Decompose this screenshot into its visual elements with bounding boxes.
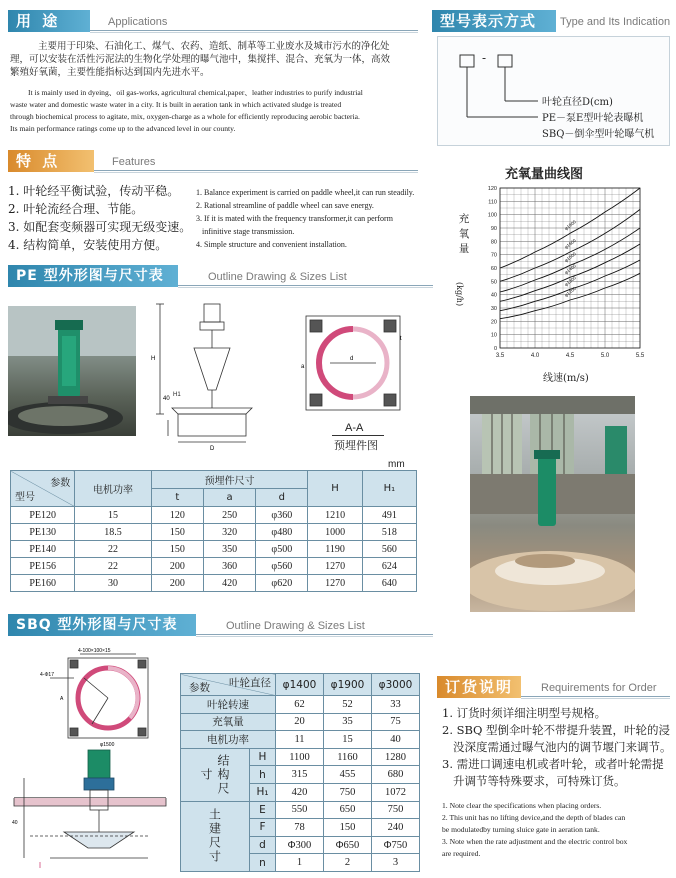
y-tick-label: 0 (493, 346, 497, 352)
table-cell: 1072 (372, 783, 420, 801)
table-cell: 250 (203, 507, 255, 524)
row-key: d (250, 836, 276, 854)
table-cell: 120 (151, 507, 203, 524)
pe-col-power: 电机功率 (75, 471, 151, 507)
pe-drawing-label-H1: H1 (173, 392, 181, 398)
pe-title-zh: PE 型外形图与尺寸表 (8, 265, 178, 287)
table-cell: 22 (75, 541, 151, 558)
row-key: H (250, 748, 276, 766)
y-tick-label: 30 (490, 306, 497, 312)
pe-col-H: H (308, 471, 362, 507)
sbq-row-speed: 叶轮转速 62 52 33 (181, 696, 420, 714)
table-cell: 78 (276, 819, 324, 837)
table-cell: 15 (75, 507, 151, 524)
model-title-zh: 型号表示方式 (432, 10, 556, 32)
row-key: F (250, 819, 276, 837)
table-cell: 420 (203, 575, 255, 592)
sbq-title-en: Outline Drawing & Sizes List (226, 620, 365, 632)
x-tick-label: 4.0 (530, 353, 540, 359)
sbq-side-drawing (10, 748, 170, 870)
pe-dim-H: H (151, 356, 156, 362)
pe-photo-art (8, 306, 136, 436)
table-cell: Φ300 (276, 836, 324, 854)
row-key: n (250, 854, 276, 872)
pe-dim-40: 40 (163, 396, 170, 402)
table-cell: 150 (151, 541, 203, 558)
table-cell: 750 (324, 783, 372, 801)
x-tick-label: 5.5 (635, 353, 645, 359)
table-row (11, 558, 417, 575)
pe-sec-t: t (400, 336, 402, 342)
chart-title: 充氧量曲线图 (505, 167, 584, 182)
y-tick-label: 20 (490, 319, 497, 326)
table-cell: 360 (203, 558, 255, 575)
pe-section-line (332, 435, 384, 436)
y-tick-label: 40 (490, 292, 497, 299)
pe-sec-a: a (301, 364, 305, 370)
table-cell: 1190 (308, 541, 362, 558)
table-row (181, 748, 420, 766)
sbq-diam-3000: φ3000 (372, 674, 420, 696)
installation-photo (470, 396, 635, 612)
installation-photo-art (470, 396, 635, 612)
row-key: E (250, 801, 276, 819)
table-cell: φ560 (256, 558, 308, 575)
sbq-row-power: 电机功率 11 15 40 (181, 731, 420, 749)
order-title-en: Requirements for Order (541, 682, 657, 694)
table-row (11, 524, 417, 541)
y-tick-label: 10 (490, 332, 497, 339)
x-tick-label: 3.5 (495, 353, 505, 359)
pe-header (8, 265, 433, 287)
sbq-side-label-40: 40 (12, 820, 18, 826)
pe-col-d: d (256, 489, 308, 507)
pe-dim-D: D (210, 446, 215, 452)
table-cell: PE140 (11, 541, 75, 558)
table-cell: 1270 (308, 575, 362, 592)
oxygen-chart (470, 180, 650, 390)
table-cell: PE130 (11, 524, 75, 541)
pe-col-H1: H₁ (362, 471, 416, 507)
model-box (437, 36, 670, 146)
table-cell: 750 (372, 801, 420, 819)
series-label-1: φ1600 (563, 237, 577, 250)
sbq-diam-1900: φ1900 (324, 674, 372, 696)
table-cell: φ620 (256, 575, 308, 592)
table-cell: 1210 (308, 507, 362, 524)
features-title-en: Features (112, 156, 156, 168)
sbq-table (180, 673, 420, 872)
usage-title-en: Applications (108, 16, 168, 28)
table-cell: 22 (75, 558, 151, 575)
sbq-plan-label-2: 4-Φ17 (40, 672, 54, 678)
table-cell: 240 (372, 819, 420, 837)
chart-ylabel-unit: (kg/h) (455, 282, 464, 307)
row-key: h (250, 766, 276, 784)
table-row (11, 541, 417, 558)
series-label-0: φ1900 (563, 219, 577, 232)
table-cell: φ360 (256, 507, 308, 524)
table-cell: 560 (362, 541, 416, 558)
group-label: 结构尺寸 (181, 748, 250, 801)
sbq-civil-body (181, 801, 420, 871)
table-cell: 518 (362, 524, 416, 541)
model-line-1: 叶轮直径D(cm) (542, 97, 613, 108)
pe-unit: mm (388, 459, 405, 470)
table-cell: φ500 (256, 541, 308, 558)
model-title-en: Type and Its Indication (560, 16, 671, 28)
order-header (437, 676, 670, 698)
table-cell: Φ650 (324, 836, 372, 854)
series-label-4: φ1300 (563, 275, 577, 288)
model-header (432, 10, 670, 32)
table-cell: 1100 (276, 748, 324, 766)
table-cell: 1160 (324, 748, 372, 766)
table-cell: PE160 (11, 575, 75, 592)
pe-col-t: t (151, 489, 203, 507)
x-tick-label: 4.5 (565, 353, 575, 359)
group-label: 土建尺寸 (181, 801, 250, 871)
table-row (11, 507, 417, 524)
series-label-5: φ1200 (563, 285, 577, 298)
table-cell: 18.5 (75, 524, 151, 541)
sbq-diam-1400: φ1400 (276, 674, 324, 696)
table-cell: 491 (362, 507, 416, 524)
table-cell: 680 (372, 766, 420, 784)
sbq-plan-label-1: 4-100×100×15 (78, 648, 111, 654)
table-cell: 640 (362, 575, 416, 592)
table-cell: 2 (324, 854, 372, 872)
series-label-3: φ1400 (563, 263, 577, 276)
model-line-2: PE－泵E型叶轮表曝机 (542, 113, 644, 124)
table-cell: 315 (276, 766, 324, 784)
y-tick-label: 100 (487, 212, 497, 219)
table-cell: 1000 (308, 524, 362, 541)
sbq-struct-body (181, 748, 420, 801)
sbq-corner: 叶轮直径 参数 (181, 674, 276, 696)
table-cell: PE120 (11, 507, 75, 524)
pe-sec-d: d (350, 356, 354, 362)
table-cell: 200 (151, 558, 203, 575)
table-row (11, 575, 417, 592)
table-cell: 1 (276, 854, 324, 872)
x-tick-label: 5.0 (600, 353, 610, 359)
y-tick-label: 80 (490, 239, 497, 246)
series-label-2: φ1500 (563, 251, 577, 264)
table-cell: PE156 (11, 558, 75, 575)
table-cell: 150 (324, 819, 372, 837)
usage-header (8, 10, 418, 32)
table-cell: 350 (203, 541, 255, 558)
sbq-header (8, 614, 433, 636)
sbq-plan-label-d: φ1500 (100, 742, 115, 748)
table-cell: Φ750 (372, 836, 420, 854)
chart-ylabel-zh: 充氧量 (458, 213, 470, 255)
order-title-zh: 订货说明 (437, 676, 521, 698)
pe-table (10, 470, 417, 592)
pe-col-a: a (203, 489, 255, 507)
table-cell: 550 (276, 801, 324, 819)
table-cell: 1270 (308, 558, 362, 575)
table-cell: 320 (203, 524, 255, 541)
table-cell: 30 (75, 575, 151, 592)
table-cell: 1280 (372, 748, 420, 766)
y-tick-label: 90 (490, 226, 497, 232)
table-cell: 200 (151, 575, 203, 592)
pe-col-embed: 预埋件尺寸 (151, 471, 308, 489)
table-row (181, 801, 420, 819)
pe-photo (8, 306, 136, 436)
model-dash: - (482, 51, 487, 65)
pe-table-body (11, 507, 417, 592)
y-tick-label: 60 (490, 266, 497, 272)
sbq-title-zh: SBQ 型外形图与尺寸表 (8, 614, 196, 636)
y-tick-label: 120 (487, 186, 497, 192)
table-cell: 624 (362, 558, 416, 575)
usage-title-zh: 用 途 (8, 10, 90, 32)
sbq-row-oxy: 充氧量 20 35 75 (181, 713, 420, 731)
table-cell: 150 (151, 524, 203, 541)
table-cell: 455 (324, 766, 372, 784)
row-key: H₁ (250, 783, 276, 801)
pe-corner: 参数 型号 (11, 471, 75, 507)
sbq-plan-drawing (20, 648, 160, 748)
chart-xlabel: 线速(m/s) (543, 373, 589, 384)
pe-title-en: Outline Drawing & Sizes List (208, 271, 347, 283)
pe-side-drawing (150, 300, 275, 452)
table-cell: 3 (372, 854, 420, 872)
pe-section-drawing (300, 310, 410, 420)
features-header (8, 150, 418, 172)
y-tick-label: 110 (488, 199, 497, 206)
pe-section-caption: 预埋件图 (334, 439, 378, 452)
pe-section-label: A-A (345, 422, 364, 434)
features-title-zh: 特 点 (8, 150, 94, 172)
model-line-3: SBQ－倒伞型叶轮曝气机 (542, 129, 655, 140)
y-tick-label: 70 (490, 252, 497, 259)
table-cell: 420 (276, 783, 324, 801)
table-cell: φ480 (256, 524, 308, 541)
sbq-plan-label-A: A (60, 696, 64, 702)
y-tick-label: 50 (490, 279, 497, 286)
table-cell: 650 (324, 801, 372, 819)
